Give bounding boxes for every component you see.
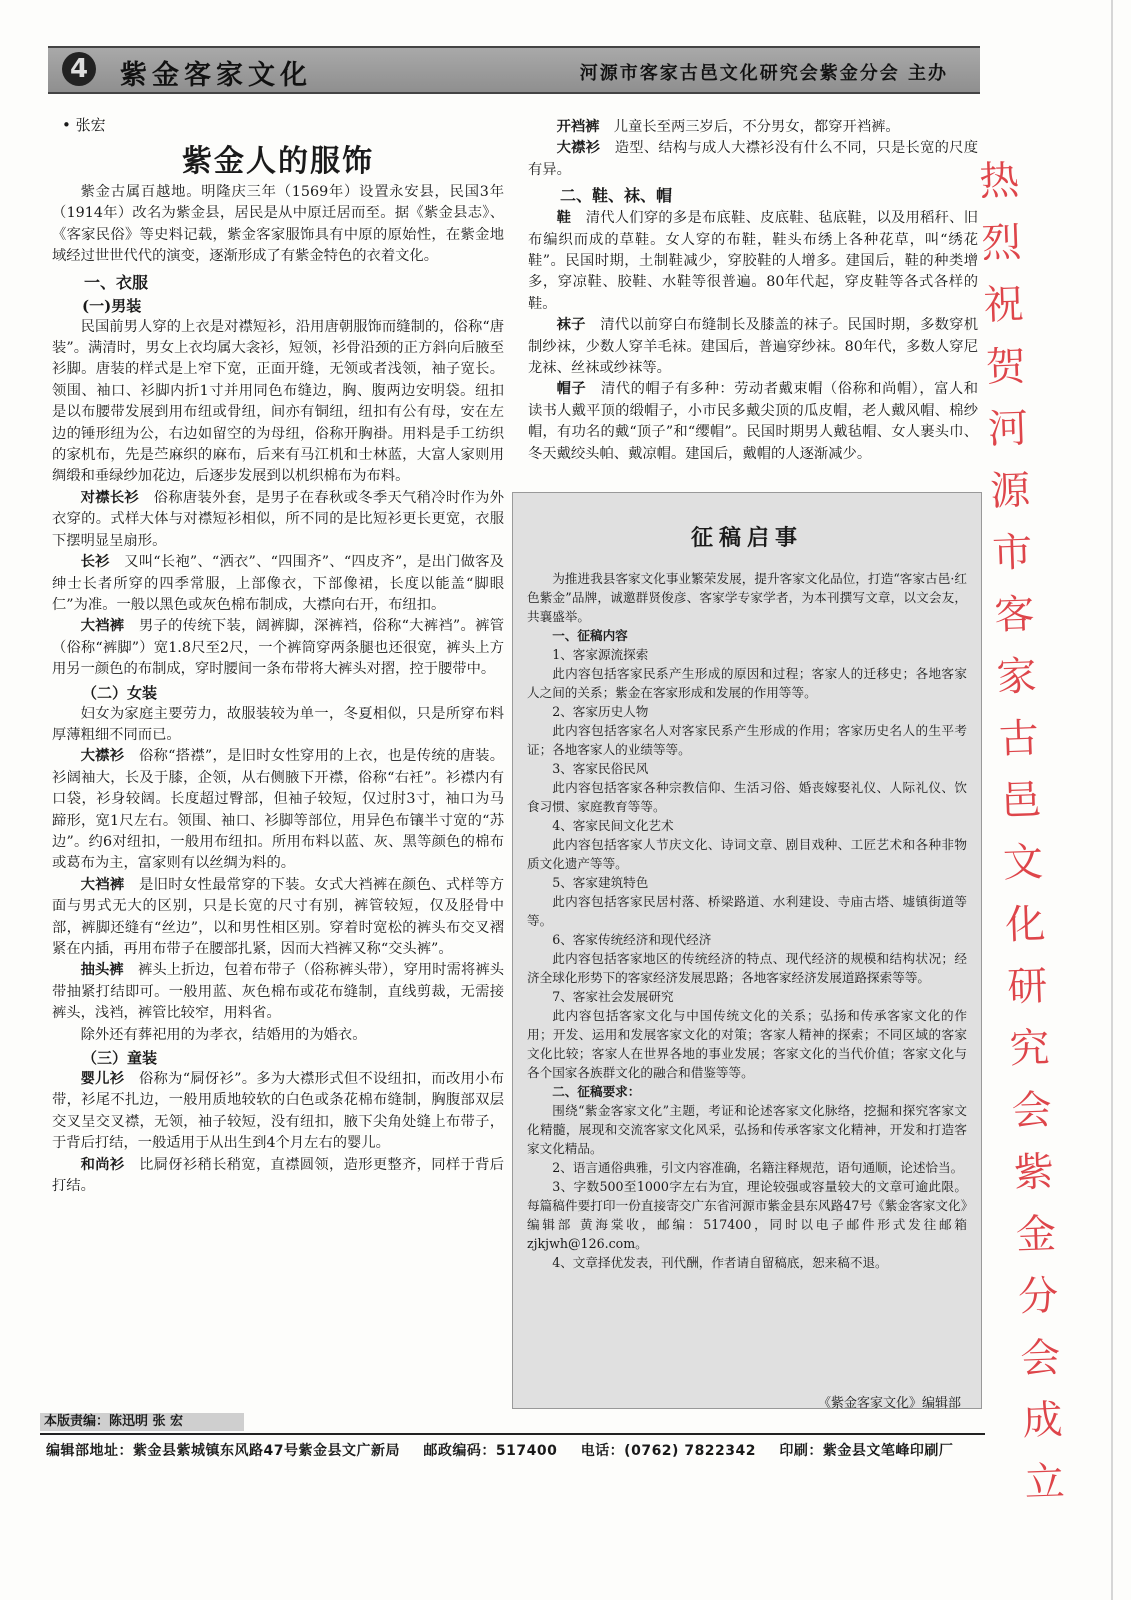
inscription-char: 烈 <box>980 219 1023 268</box>
notice-item: 3、客家民俗民风 <box>552 761 649 776</box>
notice-requirement: 2、语言通俗典雅，引文内容准确，名籍注释规范，语句通顺，论述恰当。 <box>552 1160 964 1175</box>
inscription-char: 祝 <box>982 281 1025 330</box>
subsection-heading: (一)男装 <box>82 296 142 315</box>
section-heading: 二、鞋、袜、帽 <box>560 186 673 206</box>
paragraph <box>52 616 504 680</box>
footer-address: 编辑部地址：紫金县紫城镇东风路47号紫金县文广新局 <box>46 1443 400 1459</box>
inscription-char: 会 <box>1019 1334 1062 1383</box>
inscription-char: 贺 <box>984 343 1027 391</box>
notice-section: 一、征稿内容 <box>552 628 628 643</box>
paragraph <box>528 208 978 315</box>
notice-item-desc: 此内容包括客家民系产生形成的原因和过程；客家人的迁移史；各地客家人之间的关系；紫金在客家形成和发展的作用等等。 <box>527 666 967 700</box>
notice-item-desc: 此内容包括客家地区的传统经济的特点、现代经济的规模和结构状况；经济全球化形势下的客家经济发展思路；各地客家经济发展道路探索等等。 <box>527 951 967 985</box>
inscription-char: 会 <box>1010 1087 1053 1135</box>
subsection-heading: （二）女装 <box>82 683 158 702</box>
notice-item: 5、客家建筑特色 <box>552 875 649 890</box>
term-desc: 男子的传统下装，阔裤脚，深裤裆，俗称“大裤裆”。裤管（俗称“裤脚”）宽1.8尺至2尺，一个裤筒穿两条腿也还很宽，裤头上方用另一颜色的布制成，穿时腰间一条布带将大裤头对摺，控于腰带中。 <box>52 618 505 678</box>
inscription-char: 立 <box>1023 1458 1066 1507</box>
inscription-char: 化 <box>1004 901 1047 949</box>
paragraph <box>52 1069 504 1155</box>
inscription-char: 分 <box>1017 1273 1060 1321</box>
inscription-char: 邑 <box>1000 777 1042 825</box>
article-title: 紫金人的服饰 <box>182 144 374 179</box>
term: 鞋 <box>556 210 572 227</box>
inscription-char: 市 <box>991 529 1034 577</box>
inscription-char: 家 <box>995 653 1038 701</box>
inscription-char: 河 <box>987 405 1029 453</box>
term: 大襟衫 <box>556 140 601 157</box>
inscription-char: 金 <box>1015 1211 1057 1259</box>
term-desc: 儿童长至两三岁后，不分男女，都穿开裆裤。 <box>613 119 900 135</box>
notice-item: 2、客家历史人物 <box>552 704 649 719</box>
term: 长衫 <box>80 554 110 571</box>
paragraph <box>528 315 978 379</box>
notice-item: 6、客家传统经济和现代经济 <box>552 932 712 947</box>
paragraph: 紫金古属百越地。明隆庆三年（1569年）设置永安县，民国3年（1914年）改名为紫金县，居民是从中原迁居而至。据《紫金县志》、《客家民俗》等史料记载，紫金客家服饰具有中原的原始性，在紫金地域经过世世代代的演变，逐渐形成了有紫金特色的衣着文化。 <box>52 184 504 265</box>
term: 大裆裤 <box>80 618 125 635</box>
section-heading: 一、衣服 <box>84 272 149 292</box>
page-number: 4 <box>62 52 96 86</box>
notice-requirement: 围绕“紫金客家文化”主题，考证和论述客家文化脉络，挖掘和探究客家文化精髓，展现和交流客家文化风采，弘扬和传承客家文化精神，开发和打造客家文化精品。 <box>527 1103 967 1156</box>
notice-item: 4、客家民间文化艺术 <box>552 818 674 833</box>
inscription-char: 究 <box>1008 1025 1051 1073</box>
notice-section: 二、征稿要求： <box>552 1084 641 1099</box>
notice-signature: 《紫金客家文化》编辑部 <box>817 1396 961 1411</box>
paragraph <box>52 1155 504 1198</box>
call-for-papers-box <box>512 492 982 1409</box>
notice-title: 征稿启事 <box>690 525 803 551</box>
term: 袜子 <box>556 317 586 334</box>
term: 开裆裤 <box>556 119 600 135</box>
term-desc: 比屙伢衫稍长稍宽，直襟圆领，造形更整齐，同样于背后打结。 <box>52 1156 505 1195</box>
notice-item-desc: 此内容包括客家各种宗教信仰、生活习俗、婚丧嫁娶礼仪、人际礼仪、饮食习惯、家庭教育等等。 <box>527 780 967 814</box>
inscription-char: 成 <box>1021 1396 1064 1445</box>
term-desc: 是旧时女性最常穿的下装。女式大裆裤在颜色、式样等方面与男式无大的区别，只是长宽的尺寸有别，裤管较短，仅及胫骨中部，裤脚还缝有“丝边”，以和男性相区别。穿着时宽松的裤头布交叉褶紧在内插，再用布带子在腰部扎紧，因而大裆裤又称“交头裤”。 <box>52 876 505 957</box>
term: 抽头裤 <box>80 962 124 979</box>
inscription-char: 紫 <box>1013 1149 1055 1197</box>
footer-postcode: 邮政编码：517400 <box>423 1443 558 1459</box>
term: 大裆裤 <box>80 876 125 893</box>
red-calligraphy-inscription <box>968 149 1076 1514</box>
notice-requirement: 4、文章择优发表，刊代酬，作者请自留稿底，恕来稿不退。 <box>552 1255 888 1270</box>
term: 婴儿衫 <box>80 1071 125 1088</box>
notice-item-desc: 此内容包括客家民居村落、桥梁路道、水利建设、寺庙古塔、墟镇街道等等。 <box>527 894 967 928</box>
footer-phone: 电话：(0762) 7822342 <box>580 1443 757 1459</box>
notice-item: 1、客家源流探索 <box>552 647 649 662</box>
inscription-char: 文 <box>1002 839 1044 887</box>
term: 帽子 <box>556 381 587 398</box>
term-desc: 清代以前穿白布缝制长及膝盖的袜子。民国时期，多数穿机制纱袜，少数人穿羊毛袜。建国后，普遍穿纱袜。80年代，多数人穿尼龙袜、丝袜或纱袜等。 <box>528 317 979 377</box>
paragraph: 除外还有葬祀用的为孝衣，结婚用的为婚衣。 <box>80 1026 367 1043</box>
paragraph: 妇女为家庭主要劳力，故服装较为单一，冬夏相似，只是所穿布料厚薄粗细不同而已。 <box>52 705 504 743</box>
paragraph: 民国前男人穿的上衣是对襟短衫，沿用唐朝服饰而缝制的，俗称“唐装”。满清时，男女上衣均属大衾衫，短领，衫骨沿颈的正方斜向后腋至衫脚。唐装的样式是上窄下宽，正面开缝，无领或者浅领，袖子宽长。领围、袖口、衫脚内折1寸并用同色布缝边，胸、腹两边安明袋。纽扣是以布腰带发展到用布纽或骨纽，间亦有铜纽，纽扣有公有母，安在左边的锤形纽为公，右边如留空的为母纽，俗称开胸褂。用料是手工纺织的家机布，先是苎麻织的麻布，后来有马江机和士林蓝，大富人家则用绸缎和垂绿纱加花边，后逐步发展到以机织棉布为布料。 <box>52 318 504 485</box>
masthead-band <box>48 46 980 94</box>
article-body-left <box>52 182 504 1197</box>
term: 和尚衫 <box>80 1156 125 1173</box>
paper-name: 紫金客家文化 <box>120 60 312 91</box>
term-desc: 清代的帽子有多种：劳动者戴束帽（俗称和尚帽），富人和读书人戴平顶的缎帽子，小市民多戴尖顶的瓜皮帽，老人戴风帽、棉纱帽，有功名的戴“顶子”和“缨帽”。民国时期男人戴毡帽、女人裹头巾、冬天戴绞头帕、戴凉帽。建国后，戴帽的人逐渐减少。 <box>528 381 978 462</box>
inscription-char: 古 <box>997 715 1040 763</box>
term-desc: 造型、结构与成人大襟衫没有什么不同，只是长宽的尺度有异。 <box>528 140 979 178</box>
term: 对襟长衫 <box>80 489 140 506</box>
term-desc: 裤头上折边，包着布带子（俗称裤头带），穿用时需将裤头带抽紧打结即可。一般用蓝、灰色棉布或花布缝制，直线剪裁，无需接裤头，浅裆，裤管比较窄，用料省。 <box>52 962 504 1022</box>
term-desc: 俗称唐装外套，是男子在春秋或冬季天气稍冷时作为外衣穿的。式样大体与对襟短衫相似，所不同的是比短衫更长更宽，衣服下摆明显呈扇形。 <box>52 489 505 549</box>
paragraph <box>52 552 504 616</box>
inscription-char: 研 <box>1006 963 1049 1011</box>
paragraph <box>52 488 504 552</box>
page-editors: 本版责编：陈迅明 张 宏 <box>40 1413 244 1431</box>
paragraph <box>528 138 978 181</box>
paragraph <box>528 379 978 465</box>
paragraph <box>52 960 504 1024</box>
footer-info <box>46 1440 986 1460</box>
notice-item-desc: 此内容包括客家人节庆文化、诗词文章、剧目戏种、工匠艺术和各种非物质文化遗产等等。 <box>527 837 967 871</box>
notice-item: 7、客家社会发展研究 <box>552 989 674 1004</box>
inscription-char: 客 <box>993 591 1036 639</box>
inscription-char: 源 <box>989 467 1031 515</box>
term-desc: 俗称“搭襟”，是旧时女性穿用的上衣，也是传统的唐装。衫阔袖大，长及于膝，企领，从右侧腋下开襟，俗称“右衽”。衫襟内有口袋，衫身较阔。长度超过臀部，但袖子较短，仅过肘3寸，袖口为马蹄形，宽1尺左右。领围、袖口、衫脚等部位，用异色布镶半寸宽的“苏边”。约6对纽扣，一般用布纽扣。所用布料以蓝、灰、黑等颜色的棉布或葛布为主，富家则有以丝绸为料的。 <box>52 748 505 872</box>
term-desc: 俗称为“屙伢衫”。多为大襟形式但不设纽扣，而改用小布带，衫尾不扎边，一般用质地较软的白色或条花棉布缝制，胸腹部双层交叉呈交叉襟，无领，袖子较短，没有纽扣，腋下尖角处缝上布带子，于背后打结，一般适用于从出生到4个月左右的婴儿。 <box>52 1071 505 1152</box>
paragraph <box>528 117 978 138</box>
scan-edge <box>1111 0 1113 1600</box>
paragraph <box>52 746 504 874</box>
notice-intro: 为推进我县客家文化事业繁荣发展，提升客家文化品位，打造“客家古邑·红色紫金”品牌，诚邀群贤俊彦、客家学专家学者，为本刊撰写文章，以文会友，共襄盛举。 <box>527 571 967 624</box>
sponsor-line: 河源市客家古邑文化研究会紫金分会 主办 <box>579 63 948 84</box>
article-body-right <box>528 117 978 465</box>
footer-printer: 印刷：紫金县文笔峰印刷厂 <box>779 1443 954 1459</box>
notice-item-desc: 此内容包括客家文化与中国传统文化的关系；弘扬和传承客家文化的作用；开发、运用和发展客家文化的对策；客家人精神的探索；不同区域的客家文化比较；客家人在世界各地的事业发展；客家文化的当代价值；客家文化与各个国家各族群文化的融合和借鉴等等。 <box>527 1008 967 1080</box>
notice-requirement: 3、字数500至1000字左右为宜，理论较强或容量较大的文章可逾此限。每篇稿件要打印一份直接寄交广东省河源市紫金县东风路47号《紫金客家文化》编辑部 黄海棠收，邮编：517400，同时以电子邮件形式发往邮箱zjkjwh@126.com。 <box>527 1179 967 1251</box>
term-desc: 清代人们穿的多是布底鞋、皮底鞋、毡底鞋，以及用稻秆、旧布编织而成的草鞋。女人穿的布鞋，鞋头布绣上各种花草，叫“绣花鞋”。民国时期，土制鞋减少，穿胶鞋的人增多。建国后，鞋的种类增多，穿凉鞋、胶鞋、水鞋等很普遍。80年代起，穿皮鞋等各式各样的鞋。 <box>528 210 979 312</box>
article-author: • 张宏 <box>62 116 106 134</box>
footer-divider <box>40 1433 985 1435</box>
subsection-heading: （三）童装 <box>82 1049 158 1068</box>
paragraph <box>52 875 504 961</box>
term-desc: 又叫“长袍”、“洒衣”、“四围齐”、“四皮齐”，是出门做客及绅士长者所穿的四季常服，上部像衣，下部像裙，长度以能盖“脚眼仁”为准。一般以黑色或灰色棉布制成，大襟向右开，布纽扣。 <box>52 554 504 613</box>
term: 大襟衫 <box>80 748 125 765</box>
notice-body <box>527 569 967 1272</box>
notice-item-desc: 此内容包括客家名人对客家民系产生形成的作用；客家历史名人的生平考证；各地客家人的业绩等等。 <box>527 723 967 757</box>
inscription-char: 热 <box>978 157 1021 206</box>
